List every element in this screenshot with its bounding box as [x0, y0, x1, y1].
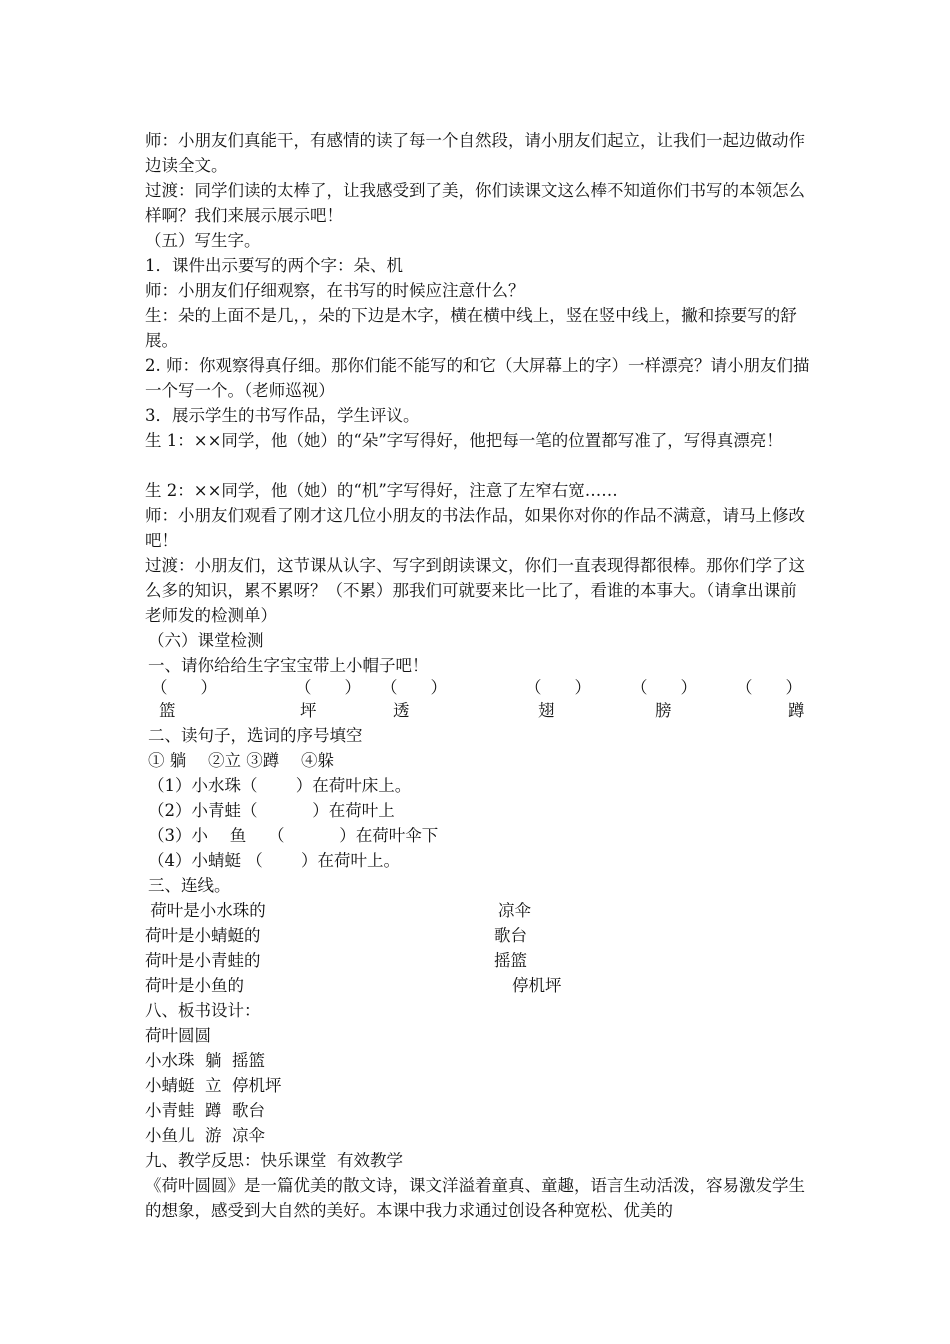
board-line: 荷叶圆圆	[145, 1026, 211, 1045]
match-right-item: 摇篮	[494, 951, 527, 970]
match-left-item: 荷叶是小青蛙的	[145, 951, 261, 970]
match-left-item: 荷叶是小鱼的	[145, 976, 244, 995]
word-options: ① 躺 ②立 ③蹲 ④躲	[148, 751, 334, 770]
character: 膀	[655, 701, 672, 720]
dialogue-paragraph: 生：朵的上面不是几，，朵的下边是木字，横在横中线上，竖在竖中线上，撇和捺要写的舒展。	[145, 306, 797, 350]
match-left-item: 荷叶是小水珠的	[145, 901, 266, 920]
board-line: 小水珠 躺 摇篮	[145, 1051, 265, 1070]
step-item: 1．课件出示要写的两个字：朵、机	[145, 256, 403, 275]
section-heading: （五）写生字。	[145, 231, 261, 250]
pinyin-blank: （ ）	[295, 678, 361, 697]
transition-paragraph: 过渡：同学们读的太棒了，让我感受到了美，你们读课文这么棒不知道你们书写的本领怎么样啊？我们来展示展示吧！	[145, 181, 805, 225]
pinyin-blank-row	[145, 675, 810, 700]
character: 透	[393, 701, 410, 720]
board-line: 小青蛙 蹲 歌台	[145, 1101, 265, 1120]
fill-blank-sentence: （2）小青蛙（ ）在荷叶上	[148, 801, 395, 820]
character: 翅	[538, 701, 555, 720]
character: 蹲	[788, 701, 805, 720]
dialogue-paragraph: 师：小朋友们观看了刚才这几位小朋友的书法作品，如果你对你的作品不满意，请马上修改吧！	[145, 506, 805, 550]
dialogue-line: 师：小朋友们仔细观察，在书写的时候应注意什么？	[145, 281, 525, 300]
pinyin-blank: （ ）	[525, 678, 591, 697]
character: 坪	[300, 701, 317, 720]
pinyin-blank: （ ）	[631, 678, 697, 697]
exercise-title: 三、连线。	[148, 876, 231, 895]
board-line: 小鱼儿 游 凉伞	[145, 1126, 265, 1145]
section-heading: （六）课堂检测	[148, 631, 264, 650]
character-row	[145, 698, 810, 723]
section-heading: 九、教学反思：快乐课堂 有效教学	[145, 1151, 403, 1170]
match-right-item: 停机坪	[512, 976, 562, 995]
dialogue-paragraph: 师：小朋友们真能干，有感情的读了每一个自然段，请小朋友们起立，让我们一起边做动作边读全文。	[145, 131, 805, 175]
pinyin-blank: （ ）	[381, 678, 447, 697]
section-heading: 八、板书设计：	[145, 1001, 261, 1020]
match-right-item: 凉伞	[498, 901, 531, 920]
board-line: 小蜻蜓 立 停机坪	[145, 1076, 282, 1095]
character: 篮	[159, 701, 176, 720]
dialogue-paragraph: 生 1：××同学，他（她）的“朵”字写得好，他把每一笔的位置都写准了，写得真漂亮！	[145, 431, 783, 450]
exercise-title: 一、请你给给生字宝宝带上小帽子吧！	[148, 656, 429, 675]
fill-blank-sentence: （4）小蜻蜓 （ ）在荷叶上。	[148, 851, 400, 870]
step-item: 3．展示学生的书写作品，学生评议。	[145, 406, 420, 425]
exercise-title: 二、读句子，选词的序号填空	[148, 726, 363, 745]
dialogue-line: 生 2：××同学，他（她）的“机”字写得好，注意了左窄右宽……	[145, 481, 618, 500]
fill-blank-sentence: （1）小水珠（ ）在荷叶床上。	[148, 776, 412, 795]
fill-blank-sentence: （3）小 鱼 （ ）在荷叶伞下	[148, 826, 439, 845]
match-left-item: 荷叶是小蜻蜓的	[145, 926, 261, 945]
match-right-item: 歌台	[494, 926, 527, 945]
pinyin-blank: （ ）	[736, 678, 802, 697]
transition-paragraph: 过渡：小朋友们，这节课从认字、写字到朗读课文，你们一直表现得都很棒。那你们学了这么多的知识，累不累呀？（不累）那我们可就要来比一比了，看谁的本事大。（请拿出课前老师发的检测单）	[145, 556, 805, 625]
reflection-paragraph: 《荷叶圆圆》是一篇优美的散文诗，课文洋溢着童真、童趣，语言生动活泼，容易激发学生的想象，感受到大自然的美好。本课中我力求通过创设各种宽松、优美的	[145, 1176, 805, 1220]
dialogue-paragraph: 2. 师：你观察得真仔细。那你们能不能写的和它（大屏幕上的字）一样漂亮？请小朋友们描一个写一个。（老师巡视）	[145, 356, 810, 400]
pinyin-blank: （ ）	[151, 678, 217, 697]
